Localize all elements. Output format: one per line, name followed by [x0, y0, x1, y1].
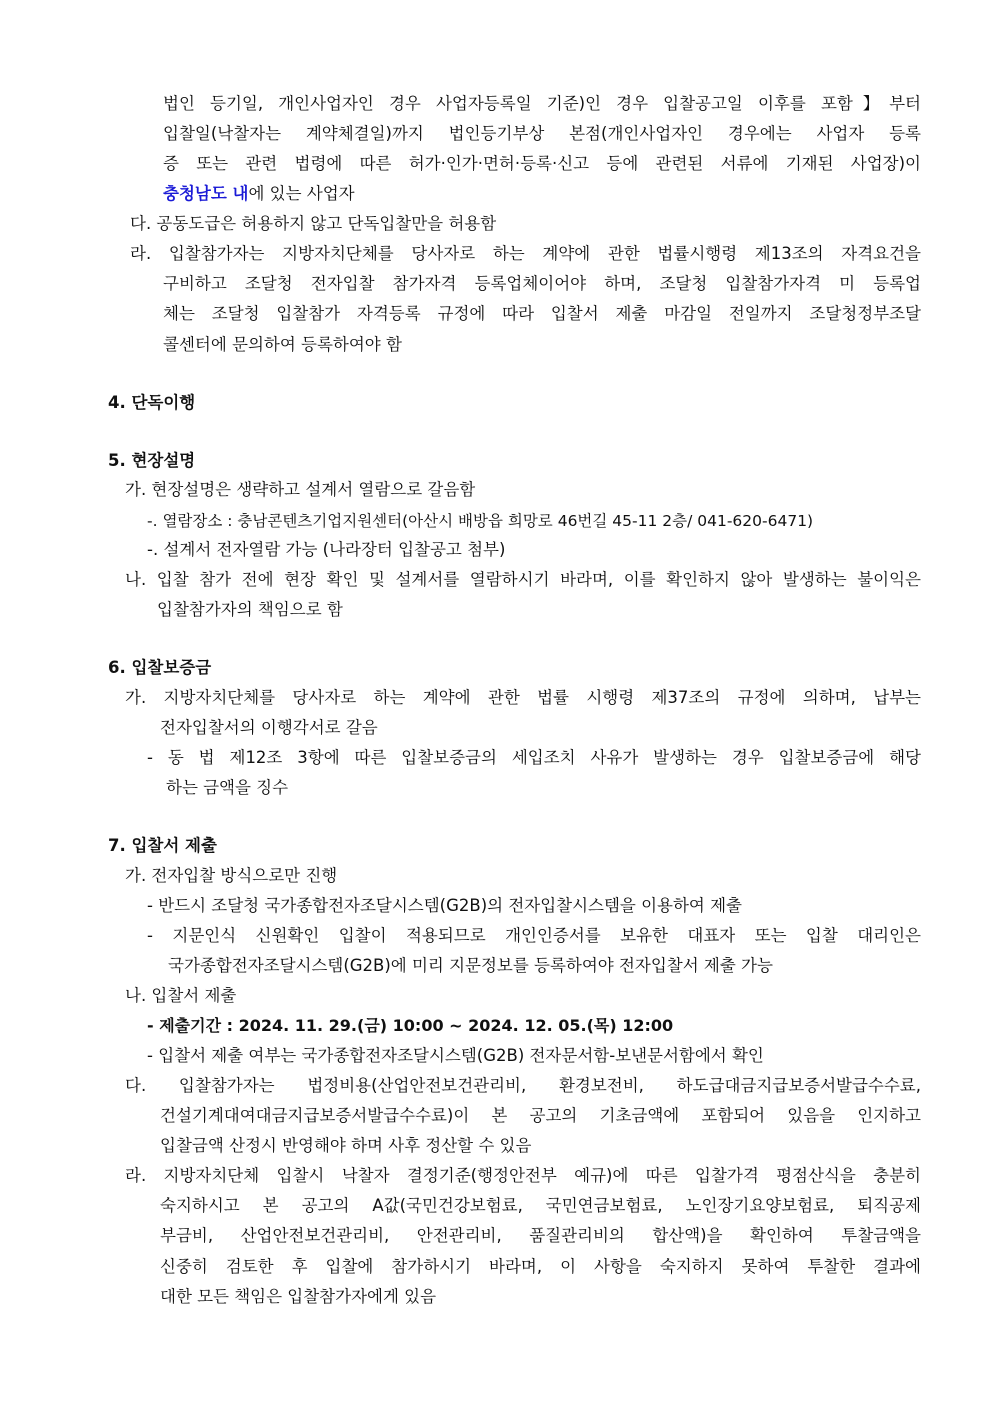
paragraph-line: 콜센터에 문의하여 등록하여야 함: [163, 335, 402, 354]
paragraph-text: 에 있는 사업자: [248, 184, 355, 203]
paragraph-line: 체는 조달청 입찰참가 자격등록 규정에 따라 입찰서 제출 마감일 전일까지 조달청정부조달: [163, 304, 921, 323]
submission-period: - 제출기간 : 2024. 11. 29.(금) 10:00 ~ 2024. 12. 05.(목) 12:00: [147, 1016, 674, 1035]
sub-item: - 지문인식 신원확인 입찰이 적용되므로 개인인증서를 보유한 대표자 또는 입찰 대리인은: [147, 926, 921, 945]
item-na: 나. 입찰 참가 전에 현장 확인 및 설계서를 열람하시기 바라며, 이를 확인하지 않아 발생하는 불이익은: [125, 570, 921, 589]
item-ra: 라. 지방자치단체 입찰시 낙찰자 결정기준(행정안전부 예규)에 따른 입찰가격 평점산식을 충분히: [125, 1166, 921, 1185]
paragraph-line: 입찰참가자의 책임으로 함: [157, 600, 343, 619]
section-heading-7: 7. 입찰서 제출: [108, 836, 217, 855]
sub-item: -. 열람장소 : 충남콘텐츠기업지원센터(아산시 배방읍 희망로 46번길 45-11 2층/ 041-620-6471): [147, 512, 814, 530]
paragraph-line: 대한 모든 책임은 입찰참가자에게 있음: [160, 1287, 437, 1306]
item-da: 다. 입찰참가자는 법정비용(산업안전보건관리비, 환경보전비, 하도급대금지급보증서발급수수료,: [125, 1076, 921, 1095]
sub-item: - 반드시 조달청 국가종합전자조달시스템(G2B)의 전자입찰시스템을 이용하여 제출: [147, 896, 742, 915]
paragraph-line: 전자입찰서의 이행각서로 갈음: [160, 718, 378, 737]
paragraph-line: 입찰금액 산정시 반영해야 하며 사후 정산할 수 있음: [160, 1136, 532, 1155]
section-heading-4: 4. 단독이행: [108, 393, 196, 412]
item-ga: 가. 현장설명은 생략하고 설계서 열람으로 갈음함: [125, 480, 476, 499]
paragraph-line: [163, 183, 355, 205]
paragraph-line: 법인 등기일, 개인사업자인 경우 사업자등록일 기준)인 경우 입찰공고일 이후를 포함】부터: [163, 94, 921, 113]
paragraph-line: 숙지하시고 본 공고의 A값(국민건강보험료, 국민연금보험료, 노인장기요양보험료, 퇴직공제: [160, 1196, 921, 1215]
sub-item: - 입찰서 제출 여부는 국가종합전자조달시스템(G2B) 전자문서함-보낸문서함에서 확인: [147, 1046, 764, 1065]
paragraph-line: 국가종합전자조달시스템(G2B)에 미리 지문정보를 등록하여야 전자입찰서 제출 가능: [168, 956, 773, 975]
sub-item: - 동 법 제12조 3항에 따른 입찰보증금의 세입조치 사유가 발생하는 경우 입찰보증금에 해당: [147, 748, 921, 767]
item-da: 다. 공동도급은 허용하지 않고 단독입찰만을 허용함: [130, 214, 497, 233]
paragraph-line: 신중히 검토한 후 입찰에 참가하시기 바라며, 이 사항을 숙지하지 못하여 투찰한 결과에: [160, 1257, 921, 1276]
paragraph-line: 입찰일(낙찰자는 계약체결일)까지 법인등기부상 본점(개인사업자인 경우에는 사업자 등록: [163, 124, 921, 143]
item-ga: 가. 지방자치단체를 당사자로 하는 계약에 관한 법률 시행령 제37조의 규정에 의하며, 납부는: [125, 688, 921, 707]
paragraph-line: 건설기계대여대금지급보증서발급수수료)이 본 공고의 기초금액에 포함되어 있음을 인지하고: [160, 1106, 921, 1125]
paragraph-line: 하는 금액을 징수: [166, 778, 289, 797]
highlighted-region-text: 충청남도 내: [163, 184, 249, 203]
paragraph-line: 구비하고 조달청 전자입찰 참가자격 등록업체이어야 하며, 조달청 입찰참가자격 미 등록업: [163, 274, 921, 293]
paragraph-line: 부금비, 산업안전보건관리비, 안전관리비, 품질관리비의 합산액)을 확인하여 투찰금액을: [160, 1226, 921, 1245]
item-ga: 가. 전자입찰 방식으로만 진행: [125, 866, 338, 885]
item-na: 나. 입찰서 제출: [125, 986, 237, 1005]
section-heading-5: 5. 현장설명: [108, 451, 196, 470]
paragraph-line: 증 또는 관련 법령에 따른 허가·인가·면허·등록·신고 등에 관련된 서류에 기재된 사업장)이: [163, 154, 921, 173]
section-heading-6: 6. 입찰보증금: [108, 658, 212, 677]
sub-item: -. 설계서 전자열람 가능 (나라장터 입찰공고 첨부): [147, 540, 506, 559]
item-ra: 라. 입찰참가자는 지방자치단체를 당사자로 하는 계약에 관한 법률시행령 제13조의 자격요건을: [130, 244, 921, 263]
